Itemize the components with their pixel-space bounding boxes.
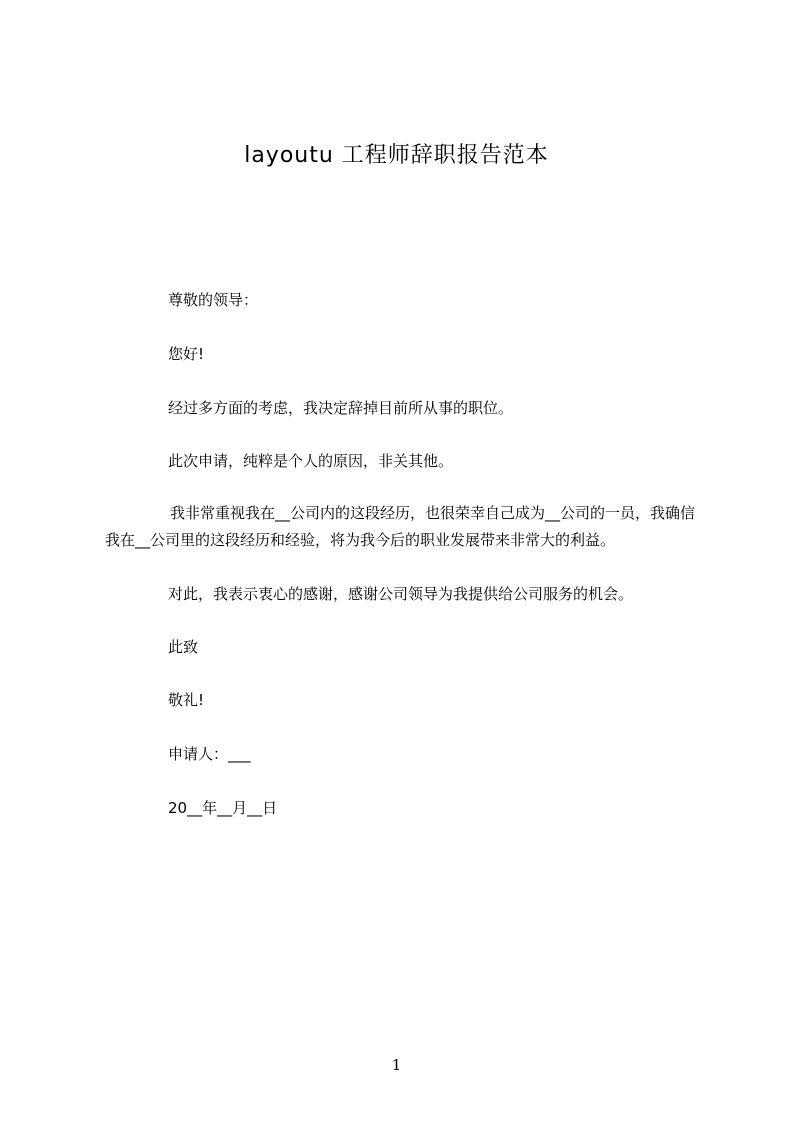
closing-line-2: 敬礼! (168, 691, 205, 709)
paragraph-experience: 我非常重视我在__公司内的这段经历，也很荣幸自己成为__公司的一员，我确信我在__公司里的这段经历和经验，将为我今后的职业发展带来非常大的利益。 (105, 504, 696, 549)
paragraph-reason: 此次申请，纯粹是个人的原因，非关其他。 (168, 452, 454, 470)
salutation: 尊敬的领导： (168, 291, 259, 309)
page-title: layoutu 工程师辞职报告范本 (244, 143, 549, 168)
paragraph-decision: 经过多方面的考虑，我决定辞掉目前所从事的职位。 (168, 399, 514, 417)
page-number: 1 (391, 1056, 402, 1074)
date-line: 20__年__月__日 (168, 799, 278, 817)
closing-line-1: 此致 (168, 638, 199, 656)
paragraph-thanks: 对此，我表示衷心的感谢，感谢公司领导为我提供给公司服务的机会。 (168, 585, 634, 603)
applicant-line: 申请人：___ (168, 745, 251, 763)
greeting: 您好! (168, 345, 205, 363)
